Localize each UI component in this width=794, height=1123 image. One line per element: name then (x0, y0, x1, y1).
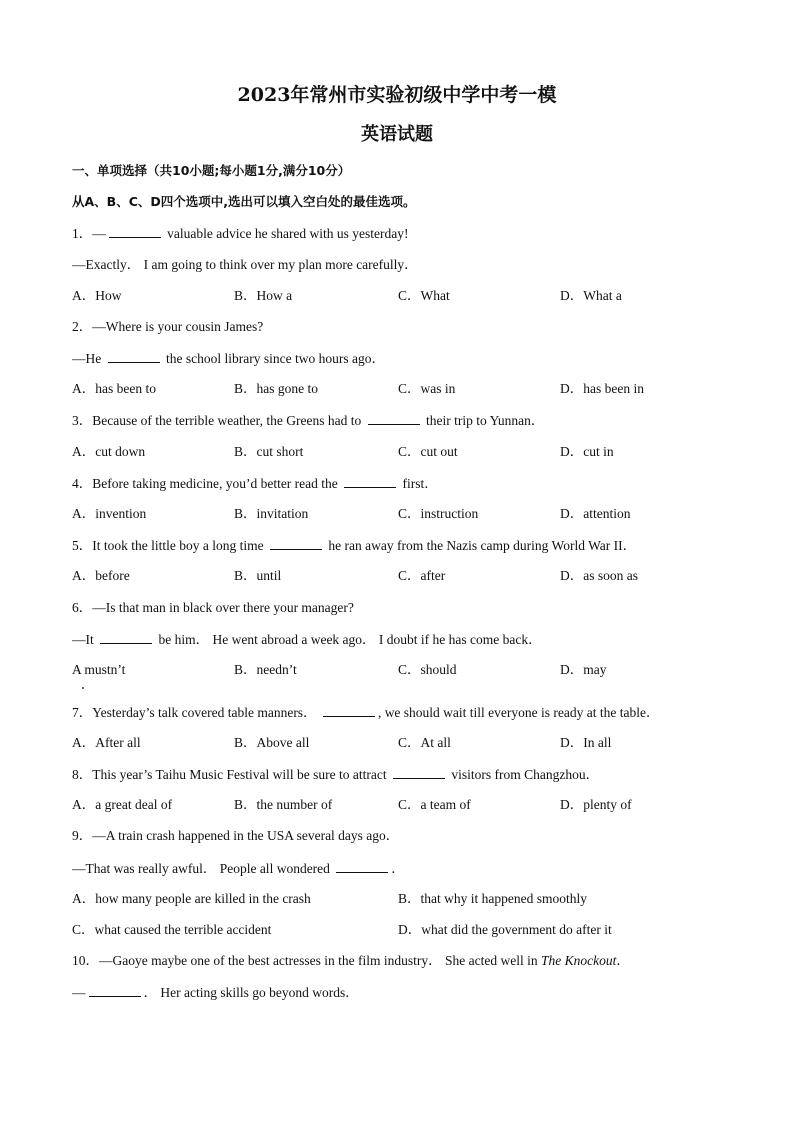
question-text: 3．Because of the terrible weather, the Greens had to (72, 413, 365, 428)
question-5 (72, 536, 636, 555)
question-text: 5．It took the little boy a long time (72, 538, 267, 553)
question-4-option-b: B．invitation (234, 506, 309, 521)
question-text: —That was really awful． People all wondered (72, 861, 334, 876)
question-7-option-a: A．After all (72, 735, 141, 750)
question-6-option-d: D．may (560, 662, 607, 677)
exam-subtitle: 英语试题 (361, 124, 433, 145)
question-10 (72, 952, 630, 970)
question-9: 9．—A train crash happened in the USA several days ago． (72, 828, 400, 843)
question-text: 4．Before taking medicine, you’d better read the (72, 476, 342, 491)
question-2-option-a: A．has been to (72, 381, 156, 396)
question-9-option-d: D．what did the government do after it (398, 922, 612, 937)
question-2-option-d: D．has been in (560, 381, 644, 396)
question-text: 10．—Gaoye maybe one of the best actresses in the film industry． She acted well in (72, 953, 542, 968)
question-2-option-b: B．has gone to (234, 381, 318, 396)
exam-title: 2023年常州市实验初级中学中考一模 (237, 84, 557, 106)
question-8-option-b: B．the number of (234, 797, 333, 812)
answer-blank (108, 349, 160, 363)
answer-blank (100, 630, 152, 644)
answer-blank (336, 859, 388, 873)
question-1-reply: —Exactly． I am going to think over my plan more carefully． (72, 257, 418, 272)
question-5-option-a: A．before (72, 568, 130, 583)
question-1-option-d: D．What a (560, 288, 622, 303)
question-1-option-b: B．How a (234, 288, 293, 303)
question-1-option-c: C．What (398, 288, 450, 303)
question-7-option-d: D．In all (560, 735, 612, 750)
answer-blank (368, 411, 420, 425)
question-3-option-a: A．cut down (72, 444, 146, 459)
answer-blank (270, 536, 322, 550)
question-10-reply (72, 983, 359, 1002)
question-8-option-d: D．plenty of (560, 797, 632, 812)
section-heading: 一、单项选择（共10小题;每小题1分,满分10分） (72, 163, 351, 178)
question-text: ． (616, 953, 630, 968)
answer-blank (323, 703, 375, 717)
question-3-option-b: B．cut short (234, 444, 304, 459)
question-6-reply (72, 630, 542, 649)
question-1 (72, 224, 409, 243)
question-text: —He (72, 351, 105, 366)
question-text: 8．This year’s Taihu Music Festival will be sure to attract (72, 767, 390, 782)
question-text: ． Her acting skills go beyond words． (143, 985, 359, 1000)
question-6-option-c: C．should (398, 662, 457, 677)
question-text: the school library since two hours ago． (162, 351, 385, 366)
question-text: visitors from Changzhou． (448, 767, 600, 782)
question-text: , we should wait till everyone is ready at the table． (377, 705, 660, 720)
question-7-option-c: C．At all (398, 735, 451, 750)
section-instruction: 从A、B、C、D四个选项中,选出可以填入空白处的最佳选项。 (72, 194, 416, 209)
film-title: The Knockout (541, 953, 617, 968)
question-4-option-a: A．invention (72, 506, 147, 521)
question-text: he ran away from the Nazis camp during World War II． (324, 538, 637, 553)
question-text: — (72, 985, 86, 1000)
question-4 (72, 474, 438, 493)
question-3-option-c: C．cut out (398, 444, 458, 459)
question-3-option-d: D．cut in (560, 444, 614, 459)
question-4-option-d: D．attention (560, 506, 631, 521)
question-4-option-c: C．instruction (398, 506, 479, 521)
question-7-option-b: B．Above all (234, 735, 310, 750)
question-8-option-c: C．a team of (398, 797, 471, 812)
question-text: —It (72, 632, 98, 647)
question-6: 6．—Is that man in black over there your manager? (72, 600, 354, 615)
question-2-option-c: C．was in (398, 381, 456, 396)
question-9-option-a: A．how many people are killed in the crash (72, 891, 311, 906)
question-text: 7．Yesterday’s talk covered table manners． (72, 705, 320, 720)
answer-blank (109, 224, 161, 238)
question-9-option-c: C．what caused the terrible accident (72, 922, 272, 937)
question-6-option-b: B．needn’t (234, 662, 297, 677)
question-text: ． (391, 861, 405, 876)
question-text: 1．— (72, 226, 106, 241)
question-text: valuable advice he shared with us yesterday! (163, 226, 409, 241)
question-text: be him． He went abroad a week ago． I doubt if he has come back． (155, 632, 542, 647)
question-2: 2．—Where is your cousin James? (72, 319, 264, 334)
question-text: first． (399, 476, 438, 491)
answer-blank (344, 474, 396, 488)
question-5-option-c: C．after (398, 568, 446, 583)
answer-blank (393, 765, 445, 779)
question-9-reply (72, 859, 405, 878)
question-8-option-a: A．a great deal of (72, 797, 173, 812)
question-3 (72, 411, 544, 430)
question-8 (72, 765, 599, 784)
answer-blank (89, 983, 141, 997)
question-5-option-d: D．as soon as (560, 568, 638, 583)
question-5-option-b: B．until (234, 568, 282, 583)
question-text: their trip to Yunnan． (422, 413, 545, 428)
question-2-reply (72, 349, 385, 368)
question-9-option-b: B．that why it happened smoothly (398, 891, 587, 906)
question-7 (72, 703, 659, 722)
question-1-option-a: A．How (72, 288, 122, 303)
stray-dot (82, 687, 84, 689)
question-6-option-a: A mustn’t (72, 662, 126, 677)
